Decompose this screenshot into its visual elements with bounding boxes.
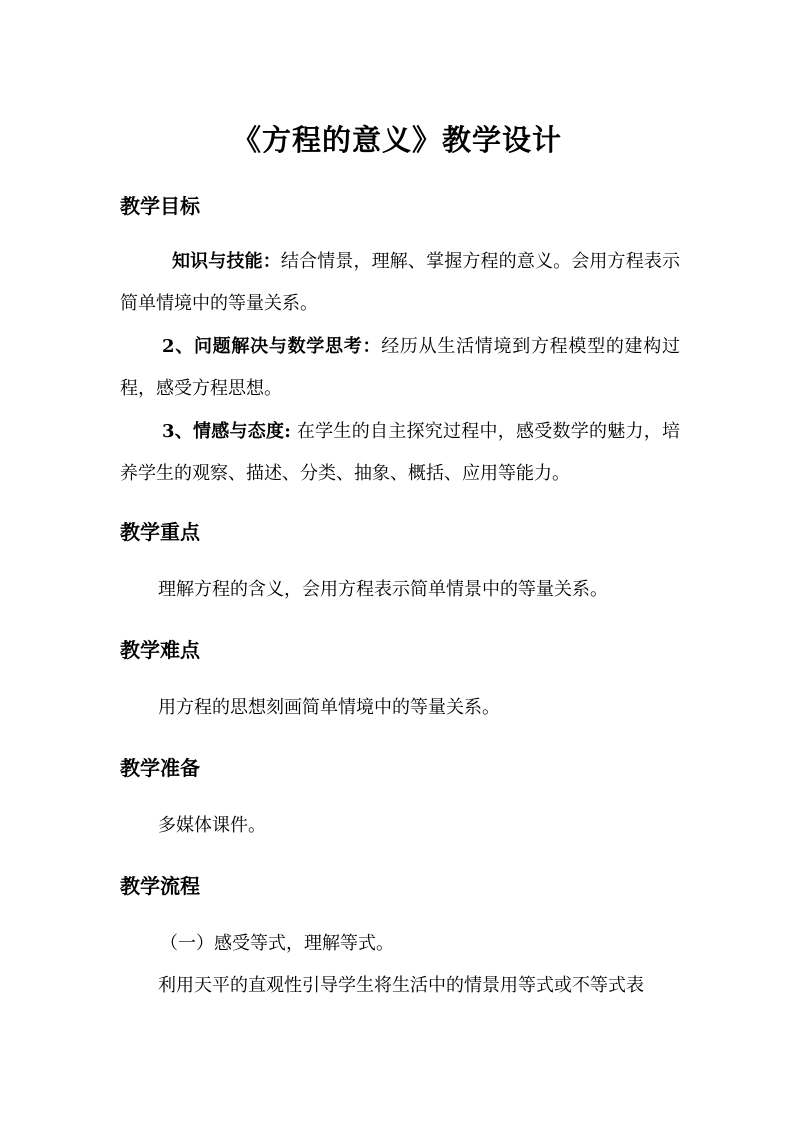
heading-preparation: 教学准备: [120, 756, 200, 780]
heading-key-point: 教学重点: [120, 520, 200, 544]
goal-item-knowledge: [120, 241, 680, 325]
process-sub-heading: （一）感受等式，理解等式。: [160, 933, 394, 954]
heading-difficulty: 教学难点: [120, 638, 200, 662]
goal-item-lead: 2、问题解决与数学思考：: [162, 336, 382, 357]
preparation-text: 多媒体课件。: [158, 815, 266, 836]
goal-item-text: 在学生的自主探究过程中，感受数学的魅力，培养学生的观察、描述、分类、抽象、概括、应用等能力。: [120, 421, 680, 484]
key-point-text: 理解方程的含义，会用方程表示简单情景中的等量关系。: [158, 579, 608, 600]
document-title: 《方程的意义》教学设计: [231, 123, 562, 157]
goal-item-lead: 3、情感与态度:: [162, 421, 291, 442]
heading-process: 教学流程: [120, 874, 200, 898]
process-text: 利用天平的直观性引导学生将生活中的情景用等式或不等式表: [158, 975, 644, 996]
goal-item-text: 结合情景，理解、掌握方程的意义。会用方程表示简单情境中的等量关系。: [120, 251, 680, 314]
goal-item-lead: 知识与技能：: [172, 251, 281, 272]
goal-item-problem-solving: [120, 326, 680, 410]
heading-teaching-goals: 教学目标: [120, 194, 200, 218]
goal-item-text: 经历从生活情境到方程模型的建构过程，感受方程思想。: [120, 336, 681, 399]
difficulty-text: 用方程的思想刻画简单情境中的等量关系。: [158, 697, 500, 718]
goal-item-attitude: [120, 411, 680, 495]
